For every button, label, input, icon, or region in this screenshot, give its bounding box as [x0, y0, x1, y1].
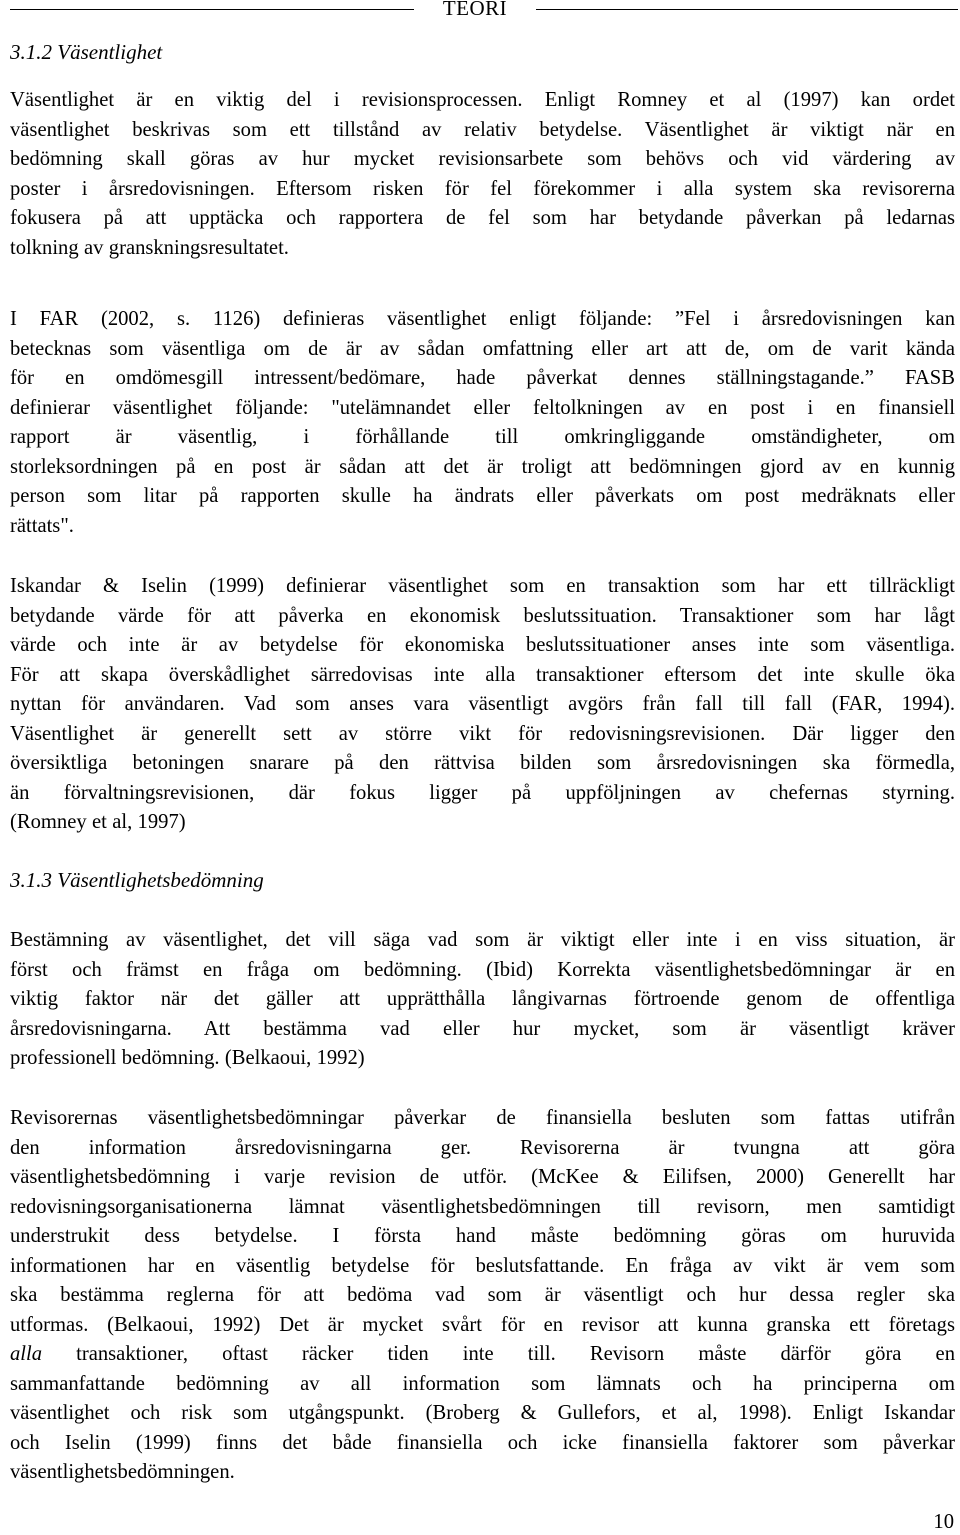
text-line: och Iselin (1999) finns det både finansiella och icke finansiella faktorer som påverkar [10, 1431, 955, 1454]
text-line: bedömning skall göras av hur mycket revisionsarbete som behövs och vid värdering av [10, 148, 955, 170]
text-line: betydande värde för att påverka en ekonomisk beslutssituation. Transaktioner som har lågt [10, 604, 955, 627]
text-line: den information årsredovisningarna ger. Revisorerna är tvungna att göra [10, 1136, 955, 1159]
text-line: nyttan för användaren. Vad som anses vara väsentligt avgörs från fall till fall (FAR, 1994). [10, 693, 955, 715]
header-rule-right [536, 9, 958, 10]
text-line: definierar väsentlighet följande: "utelämnandet eller feltolkningen av en post i en finansiell [10, 396, 955, 419]
text-line: viktig faktor när det gäller att upprätthålla långivarnas förtroende genom de offentliga [10, 988, 955, 1010]
text-line: väsentlighetsbedömningen. [10, 1461, 235, 1483]
text-line: för en omdömesgill intressent/bedömare, hade påverkat dennes ställningstagande.” FASB [10, 367, 955, 389]
text-line: redovisningsorganisationerna lämnat väsentlighetsbedömningen till revisorn, men samtidigt [10, 1195, 955, 1218]
header-rule-left [10, 9, 414, 10]
text-line: betecknas som väsentliga om de är av sådan omfattning eller art att de, om de varit kända [10, 337, 955, 360]
paragraph-revisorernas-bedomningar [10, 1104, 955, 1488]
text-line: väsentlighet och risk som utgångspunkt. (Broberg & Gullefors, et al, 1998). Enligt Iskandar [10, 1402, 955, 1424]
text-line: väsentlighet beskrivas som ett tillstånd av relativ betydelse. Väsentlighet är viktigt när en [10, 118, 955, 141]
section-heading-3-1-3: 3.1.3 Väsentlighetsbedömning [10, 868, 264, 892]
text-line: rapport är väsentlig, i förhållande till omkringliggande omständigheter, om [10, 426, 955, 448]
paragraph-iskandar-iselin [10, 572, 955, 838]
paragraph-far-definition [10, 305, 955, 541]
text-line: sammanfattande bedömning av all information som lämnats och ha principerna om [10, 1372, 955, 1395]
header-title: TEORI [442, 0, 508, 20]
text-line: först och främst en fråga om bedömning. (Ibid) Korrekta väsentlighetsbedömningar är en [10, 958, 955, 981]
page-number: 10 [933, 1511, 954, 1533]
text-line: fokusera på att upptäcka och rapportera de fel som har betydande påverkan på ledarnas [10, 207, 955, 229]
section-heading-3-1-2: 3.1.2 Väsentlighet [10, 40, 163, 64]
text-line: poster i årsredovisningen. Eftersom risken för fel förekommer i alla system ska revisorerna [10, 177, 955, 200]
text-line: I FAR (2002, s. 1126) definieras väsentlighet enligt följande: ”Fel i årsredovisningen kan [10, 308, 955, 330]
text-line: än förvaltningsrevisionen, där fokus ligger på uppföljningen av chefernas styrning. [10, 781, 955, 804]
page-header [0, 0, 960, 26]
text-line: understrukit dess betydelse. I första hand måste bedömning göras om huruvida [10, 1225, 955, 1247]
text-line: översiktliga betoningen snarare på den rättvisa bilden som årsredovisningen ska förmedla, [10, 752, 955, 774]
text-line: (Romney et al, 1997) [10, 811, 186, 833]
text-line: väsentlighetsbedömning i varje revision de utför. (McKee & Eilifsen, 2000) Generellt har [10, 1166, 955, 1188]
text-line [10, 1340, 955, 1370]
text-line: Bestämning av väsentlighet, det vill säga vad som är viktigt eller inte i en viss situation, är [10, 929, 955, 951]
text-line: professionell bedömning. (Belkaoui, 1992) [10, 1047, 365, 1069]
text-line: Iskandar & Iselin (1999) definierar väsentlighet som en transaktion som har ett tillräckligt [10, 575, 955, 597]
text-line: För att skapa överskådlighet särredovisas inte alla transaktioner eftersom det inte skulle öka [10, 663, 955, 686]
text-line: rättats". [10, 514, 74, 537]
text-line: storleksordningen på en post är sådan att det är troligt att bedömningen gjord av en kunnig [10, 455, 955, 478]
text-line: ska bestämma reglerna för att bedöma vad som är väsentligt och hur dessa regler ska [10, 1284, 955, 1306]
text-line: Väsentlighet är en viktig del i revisionsprocessen. Enligt Romney et al (1997) kan ordet [10, 89, 955, 111]
text-line: Revisorernas väsentlighetsbedömningar påverkar de finansiella besluten som fattas utifrån [10, 1107, 955, 1129]
text-span: transaktioner, oftast räcker tiden inte till. Revisorn måste därför göra en [42, 1343, 955, 1365]
paragraph-vasentlighet-intro [10, 86, 955, 263]
text-line: Väsentlighet är generellt sett av större vikt för redovisningsrevisionen. Där ligger den [10, 722, 955, 745]
text-line: utformas. (Belkaoui, 1992) Det är mycket svårt för en revisor att kunna granska ett företags [10, 1313, 955, 1336]
text-line: tolkning av granskningsresultatet. [10, 236, 289, 259]
paragraph-bestamning [10, 926, 955, 1074]
text-line: informationen har en väsentlig betydelse för beslutsfattande. En fråga av vikt är vem som [10, 1254, 955, 1277]
text-line: årsredovisningarna. Att bestämma vad eller hur mycket, som är väsentligt kräver [10, 1017, 955, 1040]
emphasis-alla: alla [10, 1343, 43, 1365]
text-line: person som litar på rapporten skulle ha ändrats eller påverkats om post medräknats eller [10, 485, 955, 507]
text-line: värde och inte är av betydelse för ekonomiska beslutssituationer anses inte som väsentliga. [10, 634, 955, 656]
